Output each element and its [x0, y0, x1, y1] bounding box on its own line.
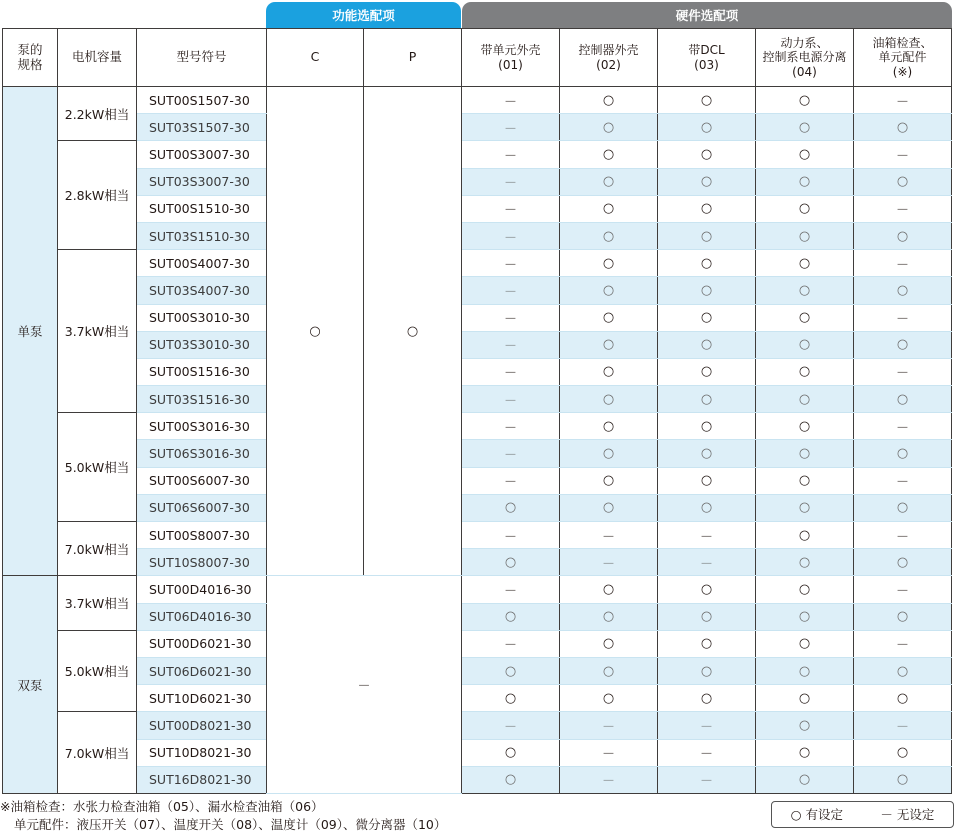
- model-code-cell: SUT00D8021-30: [137, 712, 267, 739]
- model-code-cell: SUT10S8007-30: [137, 549, 267, 576]
- table-row: [3, 277, 952, 304]
- table-row: [3, 712, 952, 739]
- hw-option-cell: －: [560, 522, 658, 549]
- table-row: [3, 549, 952, 576]
- hw-option-cell: ○: [756, 277, 854, 304]
- model-code-cell: SUT10D6021-30: [137, 685, 267, 712]
- hw-option-cell: ○: [756, 467, 854, 494]
- model-code-cell: SUT00S6007-30: [137, 467, 267, 494]
- hw-option-cell: ○: [658, 114, 756, 141]
- hw-option-cell: ○: [756, 440, 854, 467]
- hw-option-cell: ○: [658, 304, 756, 331]
- model-code-cell: SUT00S3010-30: [137, 304, 267, 331]
- model-code-cell: SUT06D6021-30: [137, 657, 267, 684]
- table-row: [3, 657, 952, 684]
- hw-option-cell: ○: [854, 114, 952, 141]
- hw-option-cell: －: [462, 413, 560, 440]
- hw-option-cell: －: [658, 549, 756, 576]
- hw-option-cell: ○: [756, 386, 854, 413]
- col-hw-04-code: (04): [792, 64, 817, 79]
- hw-option-cell: ○: [756, 304, 854, 331]
- hw-option-cell: ○: [854, 277, 952, 304]
- hw-option-cell: ○: [756, 766, 854, 793]
- hw-option-cell: －: [462, 168, 560, 195]
- hw-option-cell: ○: [756, 603, 854, 630]
- col-hw-05: [854, 29, 952, 87]
- hw-option-cell: ○: [560, 386, 658, 413]
- footnote-oil-tank: ※油箱检查：水张力检查油箱（05）、漏水检查油箱（06）: [0, 799, 324, 814]
- legend-has-setting: ○ 有设定: [790, 807, 844, 822]
- col-hw-05-name: 油箱检查、 单元配件: [872, 35, 933, 65]
- hw-option-cell: ○: [658, 141, 756, 168]
- hw-option-cell: ○: [560, 358, 658, 385]
- footnote-unit-parts: 单元配件：液压开关（07）、温度开关（08）、温度计（09）、微分离器（10）: [14, 817, 447, 832]
- col-hw-02-code: (02): [596, 57, 621, 72]
- pump-spec-cell: 单泵: [3, 87, 58, 576]
- hw-option-cell: ○: [560, 222, 658, 249]
- hw-option-cell: ○: [756, 222, 854, 249]
- model-code-cell: SUT00S3007-30: [137, 141, 267, 168]
- table-row: [3, 331, 952, 358]
- hw-option-cell: ○: [658, 168, 756, 195]
- col-hw-05-code: (※): [892, 64, 913, 79]
- hw-option-cell: ○: [560, 630, 658, 657]
- hw-option-cell: ○: [560, 250, 658, 277]
- hw-option-cell: ○: [560, 494, 658, 521]
- motor-capacity-cell: 2.8kW相当: [58, 141, 137, 250]
- model-code-cell: SUT03S3007-30: [137, 168, 267, 195]
- hw-option-cell: －: [854, 413, 952, 440]
- hw-option-cell: ○: [854, 331, 952, 358]
- hw-option-cell: －: [854, 522, 952, 549]
- model-code-cell: SUT16D8021-30: [137, 766, 267, 793]
- model-code-cell: SUT00S1510-30: [137, 195, 267, 222]
- hw-option-cell: ○: [854, 766, 952, 793]
- hw-option-cell: －: [462, 576, 560, 603]
- hw-option-cell: －: [854, 712, 952, 739]
- hw-option-cell: ○: [658, 494, 756, 521]
- model-code-cell: SUT03S1507-30: [137, 114, 267, 141]
- hw-option-cell: ○: [854, 685, 952, 712]
- hw-option-cell: ○: [658, 87, 756, 114]
- model-code-cell: SUT00S4007-30: [137, 250, 267, 277]
- col-hw-01: [462, 29, 560, 87]
- model-code-cell: SUT00S3016-30: [137, 413, 267, 440]
- hw-option-cell: ○: [560, 603, 658, 630]
- hw-option-cell: ○: [756, 685, 854, 712]
- model-code-cell: SUT06S3016-30: [137, 440, 267, 467]
- hw-option-cell: ○: [756, 576, 854, 603]
- hw-option-cell: －: [560, 739, 658, 766]
- hw-option-cell: －: [854, 467, 952, 494]
- hw-option-cell: ○: [658, 195, 756, 222]
- hw-option-cell: ○: [462, 739, 560, 766]
- table-row: [3, 87, 952, 114]
- hw-option-cell: ○: [658, 630, 756, 657]
- legend-no-setting: － 无设定: [880, 807, 935, 822]
- table-row: [3, 630, 952, 657]
- spec-table: [2, 28, 952, 794]
- table-row: [3, 522, 952, 549]
- model-code-cell: SUT00S8007-30: [137, 522, 267, 549]
- model-code-cell: SUT10D8021-30: [137, 739, 267, 766]
- hw-option-cell: －: [560, 549, 658, 576]
- hw-option-cell: ○: [756, 630, 854, 657]
- hw-option-cell: ○: [658, 685, 756, 712]
- hw-option-cell: －: [462, 87, 560, 114]
- hw-option-cell: ○: [756, 413, 854, 440]
- hw-option-cell: －: [462, 358, 560, 385]
- col-hw-04: [756, 29, 854, 87]
- model-code-cell: SUT03S1516-30: [137, 386, 267, 413]
- hw-option-cell: ○: [462, 603, 560, 630]
- col-pump-spec: 泵的 规格: [3, 29, 58, 87]
- hw-option-cell: －: [462, 250, 560, 277]
- hw-option-cell: ○: [560, 413, 658, 440]
- hw-option-cell: ○: [756, 250, 854, 277]
- hw-option-cell: －: [462, 195, 560, 222]
- hw-option-cell: －: [462, 222, 560, 249]
- hw-option-cell: ○: [854, 386, 952, 413]
- col-hw-04-name: 动力系、 控制系电源分离: [762, 35, 847, 65]
- hw-option-cell: ○: [560, 685, 658, 712]
- model-code-cell: SUT00D6021-30: [137, 630, 267, 657]
- function-cp-double-cell: －: [267, 576, 462, 794]
- hw-option-cell: ○: [756, 712, 854, 739]
- col-hw-01-code: (01): [498, 57, 523, 72]
- hw-option-cell: －: [462, 304, 560, 331]
- table-row: [3, 467, 952, 494]
- col-model-code: 型号符号: [137, 29, 267, 87]
- hw-option-cell: －: [462, 386, 560, 413]
- table-row: [3, 440, 952, 467]
- hw-option-cell: －: [658, 766, 756, 793]
- model-code-cell: SUT06D4016-30: [137, 603, 267, 630]
- footnotes: [0, 798, 446, 834]
- table-row: [3, 250, 952, 277]
- model-code-cell: SUT03S4007-30: [137, 277, 267, 304]
- hw-option-cell: ○: [658, 467, 756, 494]
- hw-option-cell: －: [854, 630, 952, 657]
- hw-option-cell: －: [854, 304, 952, 331]
- hw-option-cell: －: [854, 195, 952, 222]
- col-hw-02-name: 控制器外壳: [578, 43, 639, 57]
- table-row: [3, 576, 952, 603]
- hw-option-cell: ○: [560, 467, 658, 494]
- table-row: [3, 685, 952, 712]
- hw-option-cell: －: [462, 440, 560, 467]
- function-c-single-cell: ○: [267, 87, 364, 576]
- motor-capacity-cell: 3.7kW相当: [58, 576, 137, 630]
- hw-option-cell: ○: [462, 685, 560, 712]
- col-function-p: P: [364, 29, 462, 87]
- model-code-cell: SUT00D4016-30: [137, 576, 267, 603]
- hw-option-cell: ○: [560, 87, 658, 114]
- spec-table-body: [3, 87, 952, 794]
- function-p-single-cell: ○: [364, 87, 462, 576]
- function-options-header: 功能选配项: [266, 2, 461, 28]
- hw-option-cell: －: [462, 522, 560, 549]
- hw-option-cell: ○: [462, 494, 560, 521]
- hw-option-cell: ○: [854, 603, 952, 630]
- hw-option-cell: －: [854, 250, 952, 277]
- col-hw-02: [560, 29, 658, 87]
- table-row: [3, 222, 952, 249]
- hw-option-cell: ○: [854, 494, 952, 521]
- hw-option-cell: －: [462, 467, 560, 494]
- table-row: [3, 141, 952, 168]
- motor-capacity-cell: 5.0kW相当: [58, 630, 137, 712]
- table-row: [3, 168, 952, 195]
- hw-option-cell: －: [462, 712, 560, 739]
- motor-capacity-cell: 7.0kW相当: [58, 522, 137, 576]
- table-row: [3, 386, 952, 413]
- hw-option-cell: ○: [756, 549, 854, 576]
- hw-option-cell: －: [462, 331, 560, 358]
- col-hw-03-name: 带DCL: [688, 43, 725, 57]
- hw-option-cell: －: [462, 277, 560, 304]
- table-row: [3, 739, 952, 766]
- hw-option-cell: ○: [658, 277, 756, 304]
- legend: [771, 801, 954, 828]
- hw-option-cell: ○: [658, 386, 756, 413]
- col-hw-03-code: (03): [694, 57, 719, 72]
- hw-option-cell: ○: [756, 114, 854, 141]
- motor-capacity-cell: 5.0kW相当: [58, 413, 137, 522]
- hw-option-cell: ○: [658, 657, 756, 684]
- motor-capacity-cell: 3.7kW相当: [58, 250, 137, 413]
- hw-option-cell: ○: [658, 250, 756, 277]
- header-row: [3, 29, 952, 87]
- hw-option-cell: ○: [658, 413, 756, 440]
- hw-option-cell: ○: [560, 195, 658, 222]
- hardware-options-header: 硬件选配项: [462, 2, 952, 28]
- hw-option-cell: ○: [854, 657, 952, 684]
- hw-option-cell: ○: [462, 657, 560, 684]
- hw-option-cell: ○: [756, 522, 854, 549]
- hw-option-cell: ○: [756, 739, 854, 766]
- hw-option-cell: －: [462, 141, 560, 168]
- hw-option-cell: ○: [756, 168, 854, 195]
- hw-option-cell: ○: [854, 222, 952, 249]
- hw-option-cell: －: [854, 358, 952, 385]
- table-row: [3, 494, 952, 521]
- col-hw-01-name: 带单元外壳: [480, 43, 541, 57]
- motor-capacity-cell: 7.0kW相当: [58, 712, 137, 794]
- hw-option-cell: －: [560, 766, 658, 793]
- hw-option-cell: ○: [756, 141, 854, 168]
- hw-option-cell: －: [854, 87, 952, 114]
- hw-option-cell: －: [854, 141, 952, 168]
- col-motor-capacity: 电机容量: [58, 29, 137, 87]
- motor-capacity-cell: 2.2kW相当: [58, 87, 137, 141]
- hw-option-cell: ○: [462, 766, 560, 793]
- hw-option-cell: ○: [658, 440, 756, 467]
- hw-option-cell: ○: [560, 114, 658, 141]
- table-row: [3, 603, 952, 630]
- pump-spec-cell: 双泵: [3, 576, 58, 794]
- hw-option-cell: －: [854, 576, 952, 603]
- hw-option-cell: －: [462, 630, 560, 657]
- hw-option-cell: ○: [658, 576, 756, 603]
- hw-option-cell: ○: [756, 358, 854, 385]
- hw-option-cell: ○: [658, 222, 756, 249]
- hw-option-cell: ○: [756, 87, 854, 114]
- model-code-cell: SUT06S6007-30: [137, 494, 267, 521]
- col-hw-03: [658, 29, 756, 87]
- model-code-cell: SUT00S1507-30: [137, 87, 267, 114]
- hw-option-cell: －: [658, 712, 756, 739]
- hw-option-cell: ○: [756, 494, 854, 521]
- table-row: [3, 114, 952, 141]
- hw-option-cell: ○: [854, 739, 952, 766]
- hw-option-cell: －: [560, 712, 658, 739]
- hw-option-cell: ○: [854, 440, 952, 467]
- col-function-c: C: [267, 29, 364, 87]
- hw-option-cell: ○: [658, 603, 756, 630]
- table-row: [3, 195, 952, 222]
- hw-option-cell: ○: [560, 304, 658, 331]
- hw-option-cell: ○: [560, 168, 658, 195]
- hw-option-cell: ○: [560, 657, 658, 684]
- model-code-cell: SUT03S3010-30: [137, 331, 267, 358]
- hw-option-cell: ○: [756, 657, 854, 684]
- hw-option-cell: ○: [854, 549, 952, 576]
- hw-option-cell: ○: [560, 576, 658, 603]
- hw-option-cell: ○: [462, 549, 560, 576]
- hw-option-cell: －: [658, 522, 756, 549]
- table-row: [3, 413, 952, 440]
- hw-option-cell: ○: [658, 331, 756, 358]
- model-code-cell: SUT00S1516-30: [137, 358, 267, 385]
- table-row: [3, 358, 952, 385]
- model-code-cell: SUT03S1510-30: [137, 222, 267, 249]
- hw-option-cell: ○: [854, 168, 952, 195]
- hw-option-cell: ○: [658, 358, 756, 385]
- hw-option-cell: ○: [560, 141, 658, 168]
- hw-option-cell: ○: [756, 195, 854, 222]
- hw-option-cell: ○: [560, 277, 658, 304]
- hw-option-cell: ○: [560, 331, 658, 358]
- hw-option-cell: ○: [560, 440, 658, 467]
- hw-option-cell: －: [462, 114, 560, 141]
- hw-option-cell: ○: [756, 331, 854, 358]
- hw-option-cell: －: [658, 739, 756, 766]
- table-row: [3, 304, 952, 331]
- table-row: [3, 766, 952, 793]
